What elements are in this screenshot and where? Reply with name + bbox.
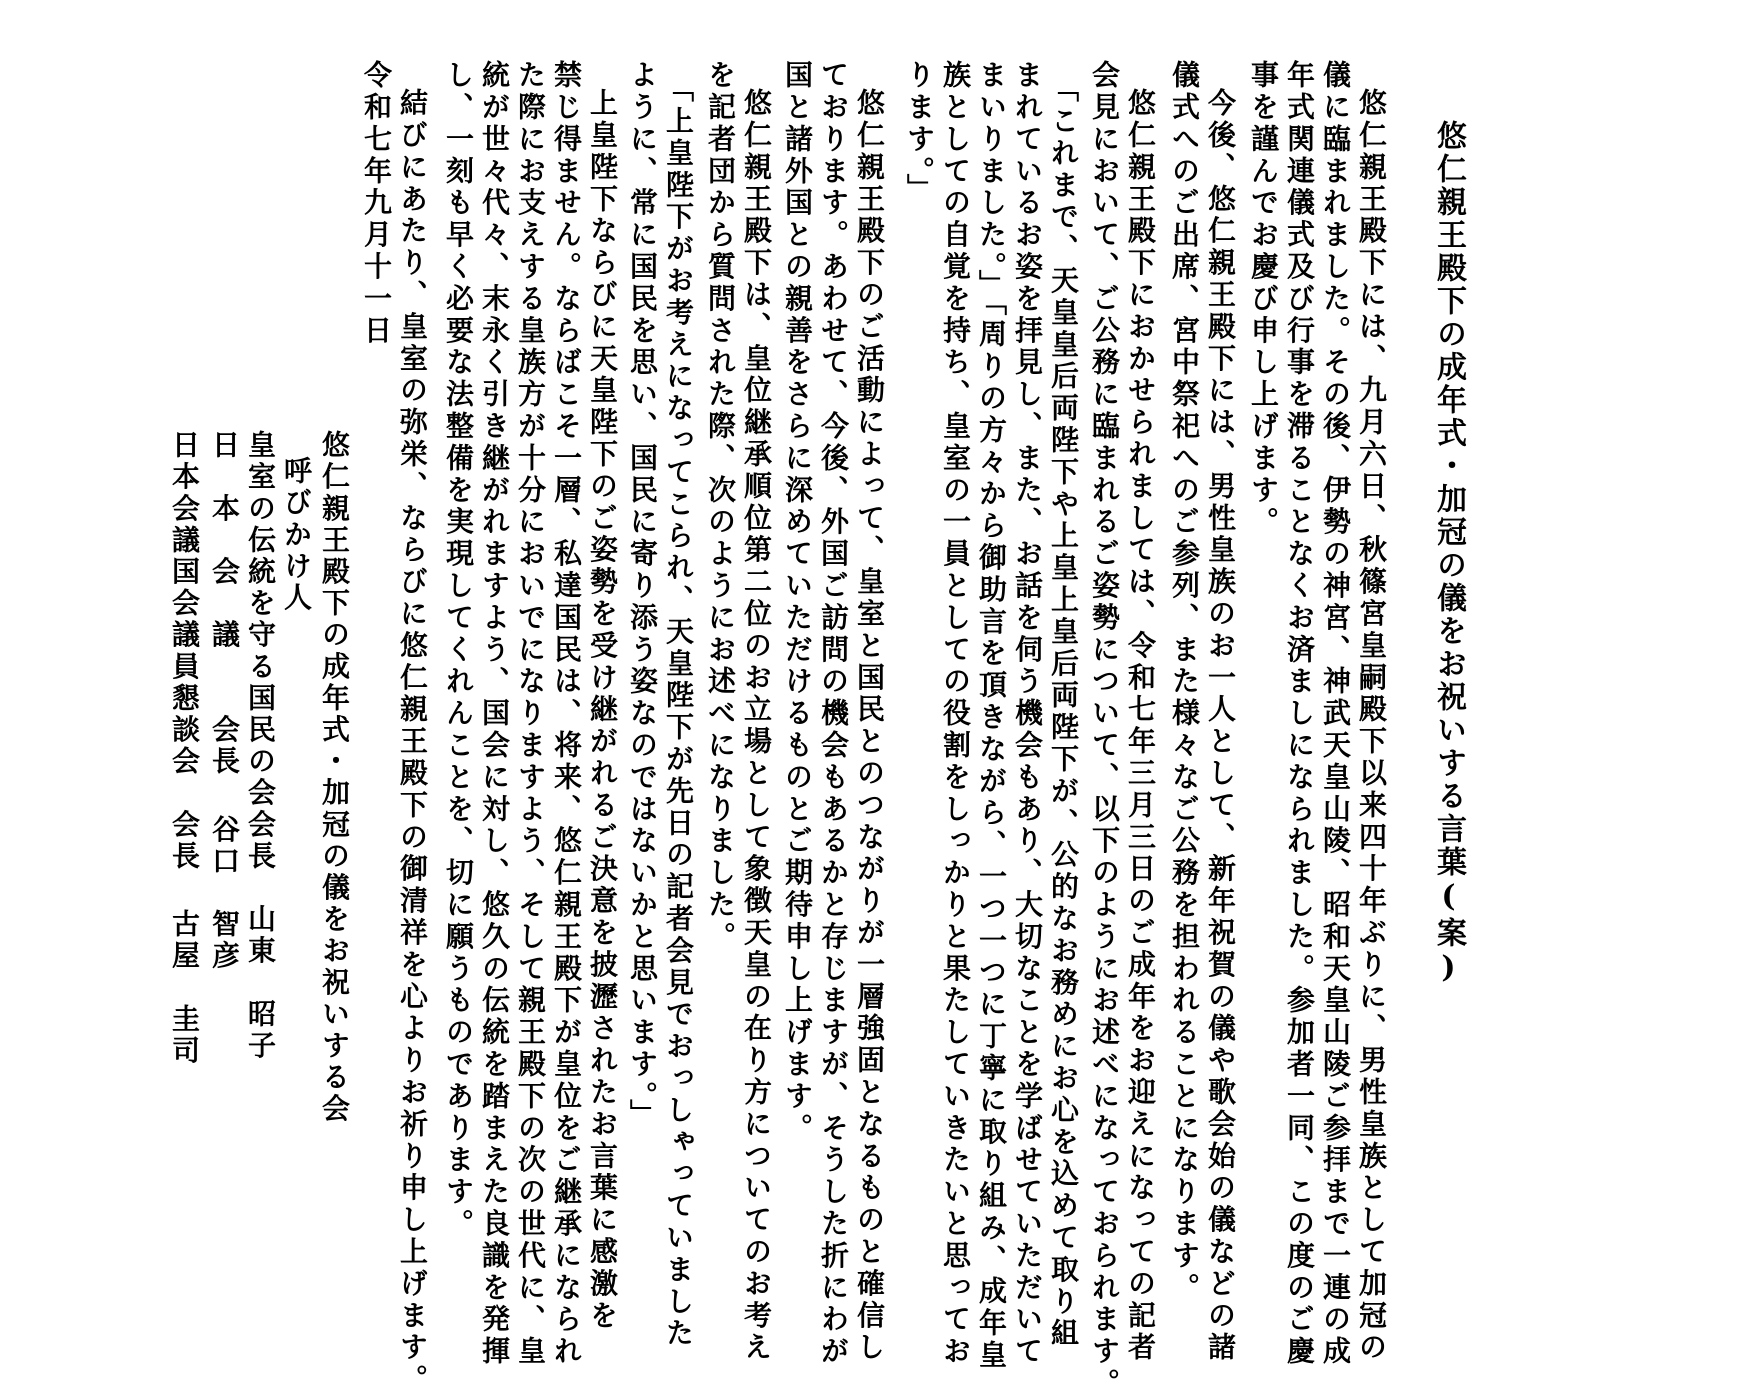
signature-line: 日本会議国会議員懇談会 会長 古屋 圭司	[168, 430, 201, 1067]
body-column: 儀に臨まれました。その後、伊勢の神宮、神武天皇山陵、昭和天皇山陵ご参拝まで一連の成	[1319, 60, 1352, 1368]
body-column: 統が世々代々、末永く引き継がれますよう、国会に対し、悠久の伝統を踏まえた良識を発揮	[478, 60, 511, 1368]
body-column: ように、常に国民を思い、国民に寄り添う姿なのではないかと思います。」	[626, 60, 659, 1131]
body-column: 悠仁親王殿下には、九月六日、秋篠宮皇嗣殿下以来四十年ぶりに、男性皇族として加冠の	[1355, 88, 1388, 1364]
body-column: 「これまで、天皇皇后両陛下や上皇上皇后両陛下が、公的なお務めにお心を込めて取り組	[1047, 74, 1080, 1350]
signature-line: 日 本 会 議 会長 谷口 智彦	[208, 430, 241, 973]
body-column: 儀式へのご出席、宮中祭祀へのご参列、また様々なご公務を担われることになります。	[1168, 60, 1201, 1305]
body-column: ております。あわせて、今後、外国ご訪問の機会もあるかと存じますが、そうした折にわが	[817, 60, 850, 1368]
body-column: を記者団から質問された際、次のようにお述べになりました。	[704, 60, 737, 954]
body-column: ります。」	[903, 60, 936, 206]
body-column: 悠仁親王殿下は、皇位継承順位第二位のお立場として象徴天皇の在り方についてのお考え	[740, 88, 773, 1364]
body-column: まれているお姿を拝見し、また、お話を伺う機会もあり、大切なことを学ばせていただいて	[1011, 60, 1044, 1368]
body-column: 上皇陛下ならびに天皇陛下のご姿勢を受け継がれるご決意を披瀝されたお言葉に感激を	[586, 88, 619, 1333]
body-column: 事を謹んでお慶び申し上げます。	[1247, 60, 1280, 539]
body-column: 会見において、ご公務に臨まれるご姿勢について、以下のようにお述べになっておられます。	[1088, 60, 1121, 1400]
body-column: 「上皇陛下がお考えになってこられ、天皇陛下が先日の記者会見でおっしゃっていました	[662, 74, 695, 1350]
body-column: 悠仁親王殿下のご活動によって、皇室と国民とのつながりが一層強固となるものと確信し	[853, 88, 886, 1364]
body-column: 年式関連儀式及び行事を滞ることなくお済ましになられました。参加者一同、この度のご慶	[1283, 60, 1316, 1368]
signature-group-name: 悠仁親王殿下の成年式・加冠の儀をお祝いする会	[318, 430, 351, 1126]
body-column: 族としての自覚を持ち、皇室の一員としての役割をしっかりと果たしていきたいと思ってお	[939, 60, 972, 1368]
signature-role: 呼びかけ人	[280, 456, 313, 614]
body-column: 結びにあたり、皇室の弥栄、ならびに悠仁親王殿下の御清祥を心よりお祈り申し上げます。	[396, 88, 429, 1396]
body-column: し、一刻も早く必要な法整備を実現してくれんことを、切に願うものであります。	[442, 60, 475, 1241]
body-column: 今後、悠仁親王殿下には、男性皇族のお一人として、新年祝賀の儀や歌会始の儀などの諸	[1204, 88, 1237, 1364]
document-title: 悠仁親王殿下の成年式・加冠の儀をお祝いする言葉(案)	[1431, 120, 1466, 988]
body-column: 禁じ得ません。ならばこそ一層、私達国民は、将来、悠仁親王殿下が皇位をご継承になられ	[550, 60, 583, 1368]
body-column: た際にお支えする皇族方が十分においでになりますよう、そして親王殿下の次の世代に、皇	[514, 60, 547, 1368]
body-column: 悠仁親王殿下におかせられましては、令和七年三月三日のご成年をお迎えになっての記者	[1124, 88, 1157, 1364]
body-column: まいりました。」「周りの方々から御助言を頂きながら、一つ一つに丁寧に取り組み、成年皇	[975, 60, 1008, 1372]
date-line: 令和七年九月十一日	[360, 60, 393, 348]
signature-line: 皇室の伝統を守る国民の会会長 山東 昭子	[244, 430, 277, 1062]
body-column: 国と諸外国との親善をさらに深めていただけるものとご期待申し上げます。	[781, 60, 814, 1145]
